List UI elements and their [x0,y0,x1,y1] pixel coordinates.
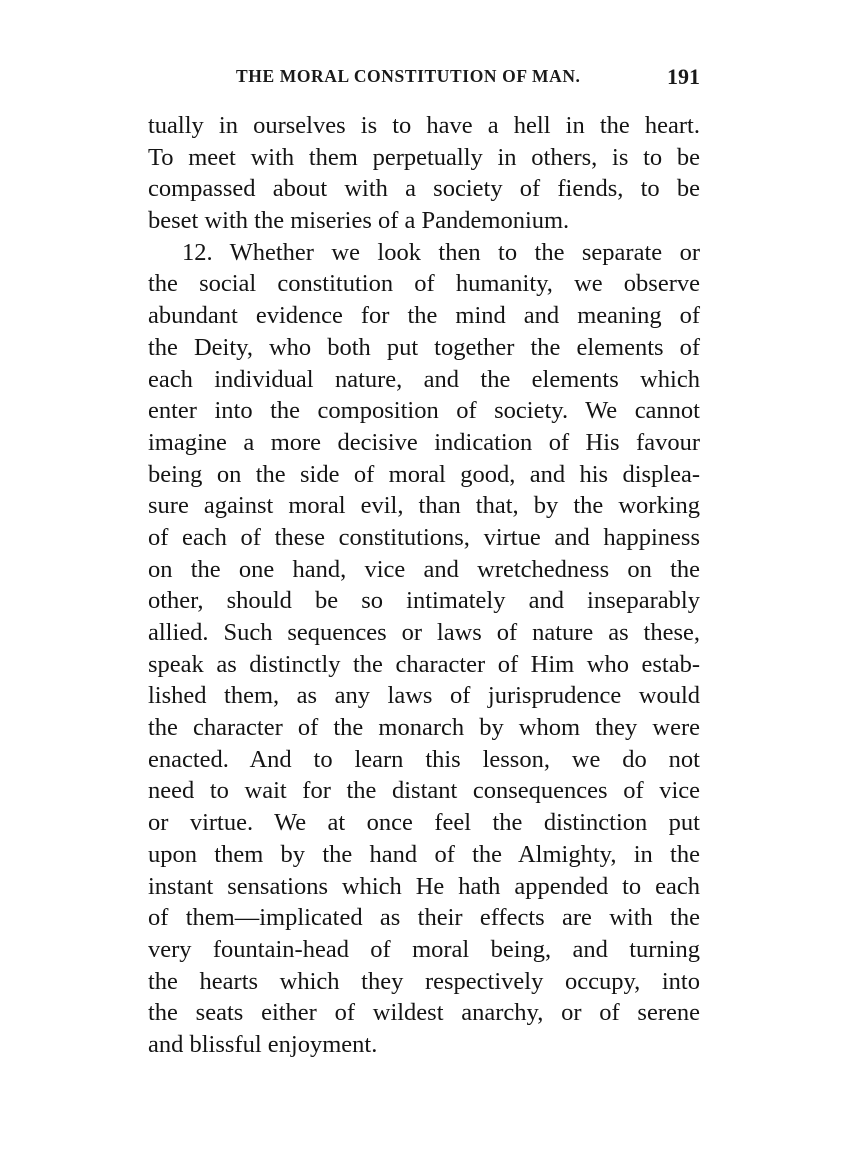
running-head [148,64,700,94]
text-line: the character of the monarch by whom they were [148,714,700,742]
page-number: 191 [667,64,700,89]
text-line: the seats either of wildest anarchy, or of serene [148,999,700,1027]
text-line: tually in ourselves is to have a hell in the heart. [148,112,700,139]
text-line: the hearts which they respectively occupy, into [148,967,700,995]
text-line: To meet with them perpetually in others, is to be [148,143,700,171]
text-line: or virtue. We at once feel the distinction put [148,809,700,837]
text-line: upon them by the hand of the Almighty, in the [148,840,700,868]
text-line: being on the side of moral good, and his displea- [148,460,700,488]
text-line: abundant evidence for the mind and meaning of [148,302,700,330]
text-line: allied. Such sequences or laws of nature as these, [148,619,700,646]
running-title: THE MORAL CONSTITUTION OF MAN. [236,66,581,86]
text-line: beset with the miseries of a Pandemonium. [148,207,570,235]
body-text [148,110,700,1061]
text-line: sure against moral evil, than that, by the working [148,492,700,520]
text-line: enacted. And to learn this lesson, we do not [148,745,700,773]
text-line: enter into the composition of society. We cannot [148,397,700,425]
text-line: each individual nature, and the elements which [148,365,700,393]
text-line: need to wait for the distant consequences of vice [148,777,700,805]
text-line: compassed about with a society of fiends, to be [148,175,700,203]
text-line: and blissful enjoyment. [148,1030,378,1058]
text-line: instant sensations which He hath appended to each [148,872,700,900]
text-line: very fountain-head of moral being, and turning [148,935,700,963]
text-line: of each of these constitutions, virtue and happiness [148,523,700,551]
paragraph-12-first-line: 12. Whether we look then to the separate or [182,238,700,266]
text-line: speak as distinctly the character of Him who estab- [148,650,700,678]
text-line: of them—implicated as their effects are with the [148,904,700,932]
text-line: on the one hand, vice and wretchedness on the [148,555,700,583]
text-line: the Deity, who both put together the elements of [148,333,700,361]
text-line: the social constitution of humanity, we observe [148,270,700,298]
text-line: lished them, as any laws of jurisprudence would [148,682,700,710]
text-line: other, should be so intimately and inseparably [148,587,700,615]
text-line: imagine a more decisive indication of His favour [148,428,700,456]
